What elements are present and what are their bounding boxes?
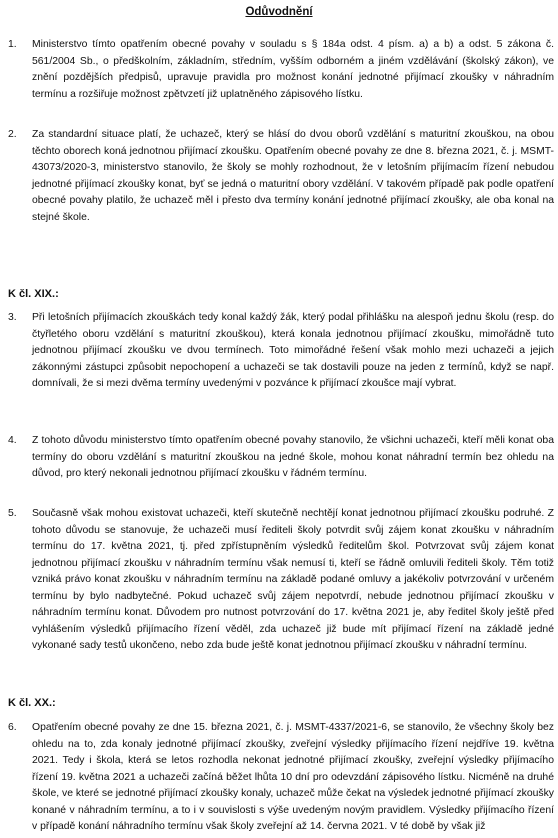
paragraph-text: Při letošních přijímacích zkouškách tedy konal každý žák, který podal přihlášku na alespoň jednu školu (resp. do čtyřletého oboru vzdělání s maturitní zkouškou), která konala jednotnou přijímací zkoušku, mimořádně tuto jednotnou přijímací zkoušku ve dvou termínech. Toto mimořádné řešení však mohlo mezi uchazeči a jejich zákonnými zástupci způsobit nepochopení a uchazeči se tak dostavili pouze na jeden z termínů, když se např. domnívali, že si mezi dvěma termíny uvedenými v pozvánce k přijímací zkoušce mají vybrat. <box>32 312 554 389</box>
paragraph-number: 4. <box>8 435 17 446</box>
paragraph-1 <box>8 37 554 103</box>
paragraph-text: Současně však mohou existovat uchazeči, kteří skutečně nechtějí konat jednotnou přijímací zkoušku podruhé. Z tohoto důvodu se stanovuje, že uchazeči musí řediteli školy potvrdit svůj zájem konat zkoušku v náhradním termínu do 17. května 2021, tj. před zpřístupněním výsledků ředitelům škol. Potvrzovat svůj zájem konat jednotnou přijímací zkoušku v náhradním termínu však nemusí ti, kteří se řádně omluvili řediteli školy. Těm totiž vzniká právo konat zkoušku v náhradním termínu na základě podané omluvy a jakékoliv potvrzování v určeném termínu by bylo nadbytečné. Pokud uchazeč svůj zájem nepotvrdí, nebude jednotnou přijímací zkoušku v náhradním termínu konat. Důvodem pro nutnost potvrzování do 17. května 2021 je, aby ředitel školy ještě před vyhlášením výsledků přijímacího řízení věděl, zda uchazeč již bude mít přijímací řízení na základě jedné vykonané sady testů ukončeno, nebo zda bude ještě konat jednotnou přijímací zkoušku v náhradní termínu. <box>32 508 554 651</box>
paragraph-number: 5. <box>8 508 17 519</box>
section-heading-xx: K čl. XX.: <box>8 697 56 709</box>
paragraph-3 <box>8 310 554 393</box>
paragraph-text: Za standardní situace platí, že uchazeč, který se hlásí do dvou oborů vzdělání s maturitní zkouškou, na obou těchto oborech koná jednotnou přijímací zkoušku. Opatřením obecné povahy ze dne 8. března 2021, č. j. MSMT-43073/2020-3, ministerstvo stanovilo, že školy se mohly rozhodnout, že v letošním přijímacím řízení nebudou jednotné přijímací zkoušky konat, byť se jedná o maturitní obory vzdělání. V takovém případě pak podle opatření obecné povahy platilo, že uchazeč měl i přesto dva termíny konání jednotné přijímací zkoušky, ale oba konal na stejné škole. <box>32 129 554 223</box>
paragraph-6 <box>8 720 554 836</box>
paragraph-number: 3. <box>8 312 17 323</box>
document-title: Odůvodnění <box>245 6 313 18</box>
paragraph-number: 6. <box>8 722 17 733</box>
paragraph-5 <box>8 506 554 655</box>
paragraph-2 <box>8 127 554 226</box>
section-heading-xix: K čl. XIX.: <box>8 288 59 300</box>
paragraph-number: 2. <box>8 129 17 140</box>
paragraph-text: Opatřením obecné povahy ze dne 15. března 2021, č. j. MSMT-4337/2021-6, se stanovilo, že všechny školy bez ohledu na to, zda konaly jednotné přijímací zkoušky, zveřejní výsledky přijímacího řízení nejdříve 19. května 2021. Tedy i škola, která se letos rozhodla nekonat jednotné přijímací zkoušky, zveřejní výsledky přijímacího řízení 19. května 2021 a uchazeči začíná běžet lhůta 10 dní pro odevzdání zápisového lístku. Nicméně na druhé škole, ve které se jednotné přijímací zkoušky konaly, uchazeč může čekat na výsledek jednotné přijímací zkoušky konané v náhradním termínu, a to i v souvislosti s výše uvedeným novým pravidlem. Výsledky přijímacího řízení v případě konání náhradního termínu však školy zveřejní až 14. června 2021. V té době by však již <box>32 722 554 832</box>
paragraph-4 <box>8 433 554 483</box>
paragraph-number: 1. <box>8 39 17 50</box>
paragraph-text: Ministerstvo tímto opatřením obecné povahy v souladu s § 184a odst. 4 písm. a) a b) a odst. 5 zákona č. 561/2004 Sb., o předškolním, základním, středním, vyšším odborném a jiném vzdělávání (školský zákon), ve znění pozdějších předpisů, upravuje pravidla pro možnost konání jednotné přijímací zkoušky v náhradním termínu a rozšiřuje možnost zpětvzetí již uplatněného zápisového lístku. <box>32 39 554 100</box>
paragraph-text: Z tohoto důvodu ministerstvo tímto opatřením obecné povahy stanovilo, že všichni uchazeči, kteří měli konat oba termíny do oboru vzdělání s maturitní zkouškou na jedné škole, mohou konat náhradní termín bez ohledu na důvod, pro který nekonali jednotnou přijímací zkoušku v řádném termínu. <box>32 435 554 479</box>
